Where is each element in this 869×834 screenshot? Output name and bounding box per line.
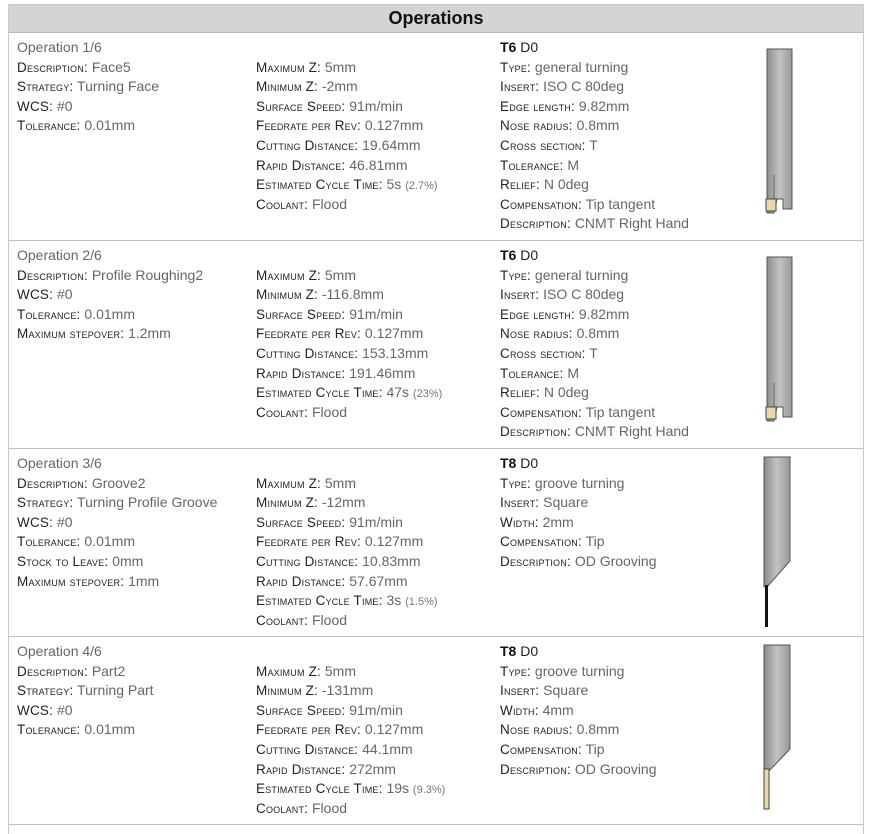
nose-radius-value: 0.8mm (576, 721, 620, 738)
tolerance-label: Tolerance: (17, 722, 81, 738)
edge-length-label: Edge length: (500, 306, 575, 322)
tool-details (500, 642, 750, 779)
cutting-distance-label: Cutting Distance: (256, 345, 359, 361)
grooving-tool-thin-icon (757, 455, 817, 627)
compensation-row (500, 740, 750, 760)
description-label: Description: (500, 761, 571, 777)
type-value: groove turning (534, 474, 625, 491)
insert-value: ISO C 80deg (543, 286, 625, 303)
width-value: 4mm (542, 701, 574, 718)
estimated-cycle-time-value: 47s (386, 384, 410, 401)
surface-speed-value: 91m/min (349, 513, 403, 530)
strategy-value: Turning Face (77, 78, 160, 95)
minimum-z-value: -131mm (321, 682, 374, 699)
coolant-row (256, 611, 492, 631)
tool-diameter-offset: D0 (520, 247, 539, 263)
feedrate-per-rev-value: 0.127mm (364, 533, 424, 550)
tolerance-value: M (567, 364, 580, 381)
cross-section-row (500, 344, 750, 364)
cycle-time-percent: (23%) (412, 388, 443, 401)
tool-header (500, 642, 750, 662)
description-value: Profile Roughing2 (91, 266, 204, 283)
width-value: 2mm (542, 513, 574, 530)
cutting-distance-value: 10.83mm (362, 552, 421, 569)
coolant-label: Coolant: (256, 196, 309, 212)
description-value: Face5 (91, 58, 131, 75)
cross-section-row (500, 136, 750, 156)
tool-header (500, 454, 750, 474)
compensation-label: Compensation: (500, 404, 582, 420)
edge-length-value: 9.82mm (578, 97, 630, 114)
edge-length-row (500, 305, 750, 325)
coolant-value: Flood (312, 611, 348, 628)
surface-speed-label: Surface Speed: (256, 702, 346, 718)
description-value: OD Grooving (574, 760, 657, 777)
tolerance-row (500, 156, 750, 176)
tool-number: T8 (500, 643, 517, 659)
rapid-distance-row (256, 760, 492, 780)
wcs-value: #0 (56, 701, 73, 718)
tolerance-row (17, 305, 249, 325)
estimated-cycle-time-value: 19s (386, 780, 410, 797)
tolerance-value: 0.01mm (84, 305, 135, 322)
feedrate-per-rev-label: Feedrate per Rev: (256, 722, 361, 738)
wcs-value: #0 (56, 513, 73, 530)
operation-stats (256, 38, 492, 214)
cutting-distance-label: Cutting Distance: (256, 741, 359, 757)
coolant-row (256, 403, 492, 423)
description-row (500, 552, 750, 572)
estimated-cycle-time-label: Estimated Cycle Time: (256, 385, 383, 401)
surface-speed-label: Surface Speed: (256, 98, 346, 114)
compensation-row (500, 195, 750, 215)
description-row (17, 266, 249, 286)
tolerance-value: 0.01mm (84, 533, 135, 550)
minimum-z-label: Minimum Z: (256, 495, 318, 511)
type-label: Type: (500, 59, 532, 75)
maximum-z-label: Maximum Z: (256, 663, 321, 679)
tolerance-row (500, 364, 750, 384)
surface-speed-value: 91m/min (349, 701, 403, 718)
description-row (500, 214, 750, 234)
surface-speed-value: 91m/min (349, 97, 403, 114)
estimated-cycle-time-row (256, 779, 492, 799)
maximum-stepover-value: 1.2mm (128, 325, 171, 342)
minimum-z-label: Minimum Z: (256, 287, 318, 303)
strategy-row (17, 77, 249, 97)
description-row (17, 474, 249, 494)
wcs-row (17, 513, 249, 533)
wcs-row (17, 701, 249, 721)
compensation-row (500, 532, 750, 552)
description-label: Description: (500, 424, 571, 440)
cutting-distance-value: 153.13mm (362, 344, 429, 361)
description-value: Part2 (91, 662, 126, 679)
description-row (500, 760, 750, 780)
insert-row (500, 493, 750, 513)
maximum-z-row (256, 266, 492, 286)
estimated-cycle-time-value: 5s (386, 176, 402, 193)
nose-radius-label: Nose radius: (500, 118, 573, 134)
tolerance-label: Tolerance: (17, 306, 81, 322)
estimated-cycle-time-row (256, 175, 492, 195)
coolant-row (256, 799, 492, 819)
maximum-stepover-label: Maximum stepover: (17, 573, 125, 589)
maximum-z-value: 5mm (324, 266, 357, 283)
tool-number: T8 (500, 455, 517, 471)
feedrate-per-rev-row (256, 324, 492, 344)
rapid-distance-value: 191.46mm (349, 364, 416, 381)
description-row (17, 58, 249, 78)
spacer (256, 38, 492, 58)
description-label: Description: (17, 267, 88, 283)
wcs-label: WCS: (17, 514, 54, 530)
cross-section-value: T (589, 344, 598, 361)
tool-diameter-offset: D0 (520, 39, 539, 55)
compensation-value: Tip tangent (585, 195, 656, 212)
type-row (500, 266, 750, 286)
minimum-z-value: -2mm (321, 78, 358, 95)
operation-row (9, 241, 863, 449)
operation-summary (17, 642, 249, 740)
maximum-stepover-row (17, 572, 249, 592)
rapid-distance-row (256, 156, 492, 176)
insert-label: Insert: (500, 683, 540, 699)
tool-header (500, 38, 750, 58)
tolerance-label: Tolerance: (500, 365, 564, 381)
turning-tool-icon (757, 47, 817, 219)
width-label: Width: (500, 702, 539, 718)
cycle-time-percent: (1.5%) (405, 596, 438, 609)
rapid-distance-row (256, 364, 492, 384)
minimum-z-label: Minimum Z: (256, 79, 318, 95)
compensation-label: Compensation: (500, 196, 582, 212)
type-row (500, 662, 750, 682)
strategy-label: Strategy: (17, 683, 74, 699)
tolerance-row (17, 116, 249, 136)
relief-value: N 0deg (543, 384, 589, 401)
cross-section-label: Cross section: (500, 137, 586, 153)
feedrate-per-rev-label: Feedrate per Rev: (256, 534, 361, 550)
estimated-cycle-time-label: Estimated Cycle Time: (256, 593, 383, 609)
strategy-value: Turning Profile Groove (77, 494, 218, 511)
insert-label: Insert: (500, 287, 540, 303)
operations-list (9, 33, 863, 825)
type-row (500, 58, 750, 78)
coolant-value: Flood (312, 799, 348, 816)
estimated-cycle-time-label: Estimated Cycle Time: (256, 781, 383, 797)
rapid-distance-label: Rapid Distance: (256, 573, 346, 589)
operation-stats (256, 642, 492, 818)
spacer (256, 642, 492, 662)
cycle-time-percent: (9.3%) (412, 784, 446, 797)
strategy-row (17, 681, 249, 701)
description-row (17, 662, 249, 682)
surface-speed-label: Surface Speed: (256, 306, 346, 322)
insert-label: Insert: (500, 495, 540, 511)
tool-number: T6 (500, 39, 517, 55)
wcs-value: #0 (56, 97, 73, 114)
rapid-distance-label: Rapid Distance: (256, 365, 346, 381)
maximum-z-value: 5mm (324, 58, 357, 75)
type-row (500, 474, 750, 494)
maximum-stepover-row (17, 324, 249, 344)
insert-value: ISO C 80deg (543, 78, 625, 95)
operations-sheet (8, 4, 864, 834)
estimated-cycle-time-value: 3s (386, 592, 402, 609)
coolant-row (256, 195, 492, 215)
rapid-distance-row (256, 572, 492, 592)
spacer (256, 454, 492, 474)
coolant-label: Coolant: (256, 800, 309, 816)
compensation-label: Compensation: (500, 534, 582, 550)
cutting-distance-label: Cutting Distance: (256, 137, 359, 153)
operation-title: Operation 1/6 (17, 39, 102, 55)
tolerance-row (17, 532, 249, 552)
description-label: Description: (500, 553, 571, 569)
operation-stats (256, 454, 492, 630)
wcs-label: WCS: (17, 702, 54, 718)
description-label: Description: (17, 59, 88, 75)
wcs-label: WCS: (17, 287, 54, 303)
compensation-value: Tip (585, 740, 605, 757)
strategy-label: Strategy: (17, 495, 74, 511)
rapid-distance-label: Rapid Distance: (256, 761, 346, 777)
minimum-z-row (256, 285, 492, 305)
description-value: CNMT Right Hand (574, 215, 689, 232)
stock-to-leave-label: Stock to Leave: (17, 553, 109, 569)
minimum-z-row (256, 681, 492, 701)
compensation-label: Compensation: (500, 741, 582, 757)
tool-details (500, 454, 750, 572)
minimum-z-label: Minimum Z: (256, 683, 318, 699)
turning-tool-icon (757, 255, 817, 427)
feedrate-per-rev-row (256, 532, 492, 552)
nose-radius-row (500, 324, 750, 344)
wcs-row (17, 285, 249, 305)
insert-row (500, 681, 750, 701)
maximum-z-row (256, 58, 492, 78)
surface-speed-row (256, 513, 492, 533)
tool-number: T6 (500, 247, 517, 263)
insert-label: Insert: (500, 79, 540, 95)
cross-section-value: T (589, 136, 598, 153)
rapid-distance-value: 272mm (349, 760, 396, 777)
insert-value: Square (543, 494, 589, 511)
compensation-row (500, 403, 750, 423)
width-label: Width: (500, 514, 539, 530)
edge-length-label: Edge length: (500, 98, 575, 114)
relief-row (500, 383, 750, 403)
description-label: Description: (500, 216, 571, 232)
insert-row (500, 77, 750, 97)
wcs-value: #0 (56, 286, 73, 303)
spacer (256, 246, 492, 266)
coolant-label: Coolant: (256, 404, 309, 420)
tolerance-label: Tolerance: (500, 157, 564, 173)
cutting-distance-row (256, 740, 492, 760)
type-label: Type: (500, 663, 532, 679)
strategy-row (17, 493, 249, 513)
description-row (500, 422, 750, 442)
nose-radius-label: Nose radius: (500, 722, 573, 738)
estimated-cycle-time-row (256, 383, 492, 403)
minimum-z-value: -12mm (321, 494, 366, 511)
maximum-z-row (256, 474, 492, 494)
feedrate-per-rev-value: 0.127mm (364, 325, 424, 342)
rapid-distance-value: 46.81mm (349, 156, 408, 173)
tool-details (500, 246, 750, 442)
rapid-distance-value: 57.67mm (349, 572, 408, 589)
tolerance-label: Tolerance: (17, 118, 81, 134)
relief-label: Relief: (500, 385, 540, 401)
tool-details (500, 38, 750, 234)
edge-length-row (500, 97, 750, 117)
maximum-stepover-value: 1mm (128, 572, 160, 589)
feedrate-per-rev-label: Feedrate per Rev: (256, 326, 361, 342)
wcs-label: WCS: (17, 98, 54, 114)
relief-value: N 0deg (543, 176, 589, 193)
operation-summary (17, 246, 249, 344)
feedrate-per-rev-value: 0.127mm (364, 117, 424, 134)
surface-speed-row (256, 97, 492, 117)
cutting-distance-value: 19.64mm (362, 136, 421, 153)
type-value: general turning (534, 58, 629, 75)
compensation-value: Tip (585, 533, 605, 550)
maximum-z-value: 5mm (324, 474, 357, 491)
description-label: Description: (17, 663, 88, 679)
strategy-value: Turning Part (77, 682, 154, 699)
strategy-label: Strategy: (17, 79, 74, 95)
tool-diameter-offset: D0 (520, 455, 539, 471)
operation-title: Operation 2/6 (17, 247, 102, 263)
stock-to-leave-value: 0mm (112, 552, 144, 569)
description-label: Description: (17, 475, 88, 491)
description-value: OD Grooving (574, 552, 657, 569)
tolerance-value: 0.01mm (84, 117, 135, 134)
feedrate-per-rev-row (256, 116, 492, 136)
operation-summary (17, 38, 249, 136)
coolant-value: Flood (312, 403, 348, 420)
nose-radius-label: Nose radius: (500, 326, 573, 342)
relief-label: Relief: (500, 177, 540, 193)
rapid-distance-label: Rapid Distance: (256, 157, 346, 173)
surface-speed-row (256, 305, 492, 325)
maximum-z-label: Maximum Z: (256, 475, 321, 491)
compensation-value: Tip tangent (585, 403, 656, 420)
surface-speed-row (256, 701, 492, 721)
maximum-z-value: 5mm (324, 662, 357, 679)
insert-row (500, 285, 750, 305)
coolant-value: Flood (312, 195, 348, 212)
estimated-cycle-time-row (256, 591, 492, 611)
operation-stats (256, 246, 492, 422)
maximum-z-row (256, 662, 492, 682)
width-row (500, 701, 750, 721)
estimated-cycle-time-label: Estimated Cycle Time: (256, 177, 383, 193)
minimum-z-row (256, 77, 492, 97)
operation-row (9, 637, 863, 825)
nose-radius-value: 0.8mm (576, 117, 620, 134)
description-value: CNMT Right Hand (574, 423, 689, 440)
grooving-tool-wide-icon (757, 643, 817, 815)
cutting-distance-row (256, 136, 492, 156)
nose-radius-value: 0.8mm (576, 325, 620, 342)
operation-row (9, 449, 863, 637)
relief-row (500, 175, 750, 195)
tolerance-value: M (567, 156, 580, 173)
cutting-distance-label: Cutting Distance: (256, 553, 359, 569)
cutting-distance-row (256, 552, 492, 572)
operation-title: Operation 4/6 (17, 643, 102, 659)
sheet-title: Operations (9, 5, 863, 33)
feedrate-per-rev-label: Feedrate per Rev: (256, 118, 361, 134)
nose-radius-row (500, 116, 750, 136)
coolant-label: Coolant: (256, 612, 309, 628)
maximum-stepover-label: Maximum stepover: (17, 326, 125, 342)
type-value: groove turning (534, 662, 625, 679)
feedrate-per-rev-value: 0.127mm (364, 721, 424, 738)
feedrate-per-rev-row (256, 720, 492, 740)
tolerance-row (17, 720, 249, 740)
cycle-time-percent: (2.7%) (405, 180, 438, 193)
type-value: general turning (534, 266, 629, 283)
surface-speed-label: Surface Speed: (256, 514, 346, 530)
stock-to-leave-row (17, 552, 249, 572)
edge-length-value: 9.82mm (578, 305, 630, 322)
maximum-z-label: Maximum Z: (256, 59, 321, 75)
insert-value: Square (543, 682, 589, 699)
cutting-distance-value: 44.1mm (362, 740, 413, 757)
nose-radius-row (500, 720, 750, 740)
description-value: Groove2 (91, 474, 146, 491)
width-row (500, 513, 750, 533)
wcs-row (17, 97, 249, 117)
cutting-distance-row (256, 344, 492, 364)
operation-row (9, 33, 863, 241)
minimum-z-row (256, 493, 492, 513)
type-label: Type: (500, 267, 532, 283)
tolerance-label: Tolerance: (17, 534, 81, 550)
operation-summary (17, 454, 249, 591)
tool-header (500, 246, 750, 266)
maximum-z-label: Maximum Z: (256, 267, 321, 283)
minimum-z-value: -116.8mm (321, 286, 384, 303)
tolerance-value: 0.01mm (84, 721, 135, 738)
operation-title: Operation 3/6 (17, 455, 102, 471)
type-label: Type: (500, 475, 532, 491)
cross-section-label: Cross section: (500, 345, 586, 361)
tool-diameter-offset: D0 (520, 643, 539, 659)
surface-speed-value: 91m/min (349, 305, 403, 322)
